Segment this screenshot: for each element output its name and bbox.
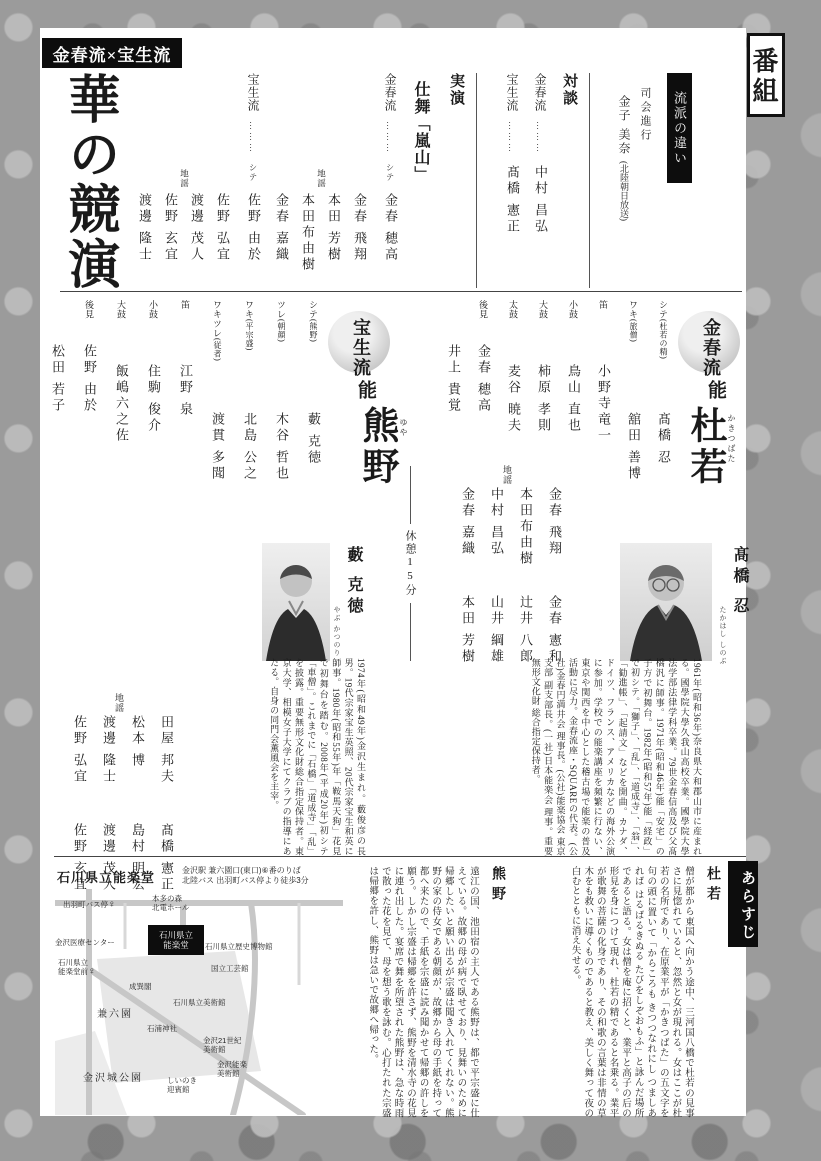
cast-entry (208, 300, 227, 535)
map-label-text: 国立工芸館 (211, 964, 249, 973)
map-label-text: 美術館 (203, 1044, 226, 1054)
map-label-text: 本多の森 (152, 894, 182, 903)
map-label-hondanomori (152, 895, 189, 912)
jiutai-name: 本田布由樹 (518, 487, 533, 567)
role: 大鼓 (538, 300, 548, 319)
cast-name: 藪 克徳 (306, 412, 321, 467)
jiutai-name: 本田布由樹 (300, 193, 315, 273)
taidan-row (531, 73, 550, 288)
program-overview (137, 73, 692, 288)
dotted-leader: ……… (385, 121, 395, 154)
cast-entry (564, 300, 583, 535)
jiutai-name: 渡邊 隆士 (137, 193, 152, 264)
role: 後見 (84, 300, 94, 319)
synopsis-text: 僧が都から東国へ向かう途中、三河国八橋で杜若の見事さに見惚れていると、忽然と女が現れる。女はここが杜若の名所であり、在原業平が「かきつばた」の五文字を句の頭に置いて「からころも きつつなれにし つましあれば はるばるきぬる たびをしぞおもふ」と詠んだ場所であると語る。女は僧を庵に招くと、業平と高子の后の形見を身につけて現れ、杜若の精であると名乗る。業平が歌舞の菩薩の化身であり、その和歌の言葉は非情の草木をも救いに導くものであると教え、美しく舞って夜の白むとともに消え失せる。 (569, 866, 693, 1118)
map-label-text: 金沢城公園 (83, 1073, 143, 1084)
jiutai-name: 島村 明宏 (130, 823, 145, 894)
jitsuen-header: 実演 (448, 73, 464, 107)
cast-entry (176, 300, 195, 535)
cast-name: 髙橋 忍 (656, 412, 671, 467)
takahashi-bio: 1961年(昭和36年)奈良県大和郡山市に産まれる。國學院大學久我山高校卒業。國學院大學法学部法律学科卒業。79世金春信高及び父髙橋汎に師事。1971年(昭和46年)能「安宅」の子方で初舞台。1982年(昭和57年)能「経政」で初シテ。「獅子」、「乱」、「道成寺」、「翁」、「勧進帳」、「起請文」などを開曲。カナダ、ドイツ、フランス、アメリカなどの海外公演に参加。学校での能楽講座を頻繁に行ない、東京や関西を中心とした稽古場で能楽の普及活動に尽力。金春流座・SQUAREの代表。(公社)金春円満井会 理事長。(公社)能楽協会 東京支部 副支部長。(一社)日本能楽会 理事。重要無形文化財 総合指定保持者。 (530, 658, 702, 856)
cast-entry (112, 300, 131, 535)
cast-role (627, 300, 640, 412)
bus-stop-dewamachi (63, 901, 116, 910)
taidan-row (503, 73, 522, 288)
cast-role (597, 300, 610, 364)
access-line: 北陸バス 出羽町バス停より徒歩3分 (182, 876, 309, 885)
main-title: 華の競演 (60, 72, 117, 292)
yuya-school: 宝生流 (351, 318, 371, 378)
marker-line: 能楽堂 (163, 940, 189, 950)
map-label-seisonkaku (129, 983, 152, 992)
cast-role (567, 300, 580, 364)
cast-entry (594, 300, 613, 535)
performer-kana: たかはし しのぶ (719, 606, 727, 665)
school-label: 金春流 (533, 73, 547, 112)
role-note: (平宗盛) (245, 319, 254, 351)
role-label: シテ (248, 163, 258, 182)
school-label: 宝生流 (246, 73, 260, 112)
jiutai-name: 金春 飛翔 (547, 487, 562, 558)
cast-entry (240, 300, 259, 535)
performer-name: 藪 克徳 (345, 546, 362, 618)
map-label-text: 金沢能楽 (217, 1060, 247, 1069)
cast-role (147, 300, 160, 364)
jiutai-label: 地謡 (114, 693, 124, 713)
cast-name: 松田 若子 (50, 344, 65, 415)
jiutai-name: 山井 綱雄 (489, 595, 504, 666)
section-divider (54, 856, 746, 857)
schools-title-banner (42, 38, 182, 68)
cast-role (537, 300, 550, 364)
role: 大鼓 (116, 300, 126, 319)
intermission-text: 休憩15分 (404, 530, 416, 597)
cast-entry (654, 300, 673, 535)
cast-name: 北島 公之 (242, 412, 257, 483)
bus-stop-icon: ♀ (108, 899, 116, 910)
mc-group (616, 73, 653, 288)
school-label: 金春流 (383, 73, 397, 112)
jiutai-name: 佐野 弘宜 (72, 715, 87, 786)
map-label-kenrokuen (97, 1011, 133, 1020)
performer-name: 金春 穂高 (383, 193, 398, 264)
synopsis-tag: あらすじ (728, 861, 758, 947)
synopsis-title: 熊野 (490, 866, 505, 906)
cast-name: 住駒 俊介 (146, 364, 161, 435)
jiutai-name: 渡邊 隆士 (101, 715, 116, 786)
jiutai-label: 地謡 (316, 169, 327, 188)
map-label-text: 成巽閣 (129, 982, 152, 991)
role: ワキツレ (212, 300, 222, 338)
role-note: (朝顔) (277, 319, 286, 343)
cast-role (507, 300, 520, 364)
dotted-leader: ……… (248, 121, 258, 154)
takahashi-caption (718, 546, 751, 691)
role: 小鼓 (148, 300, 158, 319)
intermission (398, 466, 422, 690)
jiutai-name: 本田 芳樹 (460, 595, 475, 666)
mc-name-text: 金子 美奈 (617, 95, 631, 156)
yuya-title: 熊野 (356, 406, 397, 488)
cast-entry (144, 300, 163, 535)
jiutai-mini-konparu (272, 73, 369, 288)
dotted-leader: ……… (507, 121, 517, 154)
jiutai-name: 佐野 玄宜 (163, 193, 178, 264)
role: 小鼓 (568, 300, 578, 319)
jiutai-name: 松本 博 (130, 715, 145, 770)
map-label-shiinoki (167, 1077, 197, 1094)
section-divider (60, 291, 742, 292)
jiutai-name: 金春 飛翔 (352, 193, 367, 264)
role: 笛 (598, 300, 608, 310)
jiutai-name: 金春 憲和 (547, 595, 562, 666)
cast-name: 佐野 由於 (82, 344, 97, 415)
yuya-cast (50, 300, 323, 535)
bus-stop-icon: ♀ (88, 965, 96, 977)
role-note: (熊野) (309, 319, 318, 343)
jiutai-mini-hosho (135, 73, 232, 288)
bus-stop-nohgakudo-mae (58, 959, 96, 976)
kakitsubata-school: 金春流 (701, 318, 721, 378)
section-jitsuen (135, 73, 477, 288)
divider-line (410, 603, 411, 661)
cast-entry (80, 300, 99, 535)
piece-title: 仕舞「嵐山」 (412, 81, 429, 183)
kakitsubata-genre: 能 (705, 380, 726, 399)
cast-role (657, 300, 670, 412)
venue-name: 石川県立能楽堂 (57, 870, 156, 885)
cast-entry (624, 300, 643, 535)
jiutai-name: 渡邊 茂人 (189, 193, 204, 264)
cast-name: 柿原 孝則 (536, 364, 551, 435)
venue-map (55, 863, 343, 1115)
access-line: 金沢駅 兼六園口(東口)⑥番のりば (182, 866, 301, 875)
cast-name: 麦谷 暁夫 (506, 364, 521, 435)
cast-entry (304, 300, 323, 535)
takahashi-shinobu-photo (620, 543, 712, 661)
taidan-header: 対談 (561, 73, 577, 107)
performer-kana: やぶ かつのり (333, 606, 341, 657)
cast-role (307, 300, 320, 412)
map-label-text: 迎賓館 (167, 1084, 190, 1094)
role-note: (従者) (213, 338, 222, 362)
performer-name: 髙橋 忍 (731, 546, 748, 618)
jiutai-label: 地謡 (179, 169, 190, 188)
role: シテ (308, 300, 318, 319)
role: ツレ (276, 300, 286, 319)
role: ワキ (244, 300, 254, 319)
jiutai-name: 佐野 弘宜 (215, 193, 230, 264)
section-tag-style-difference: 流派の違い (667, 73, 692, 183)
kakitsubata-title: 杜若 (684, 406, 725, 488)
performance-konparu (381, 73, 400, 288)
cast-role (477, 300, 490, 344)
jiutai-name: 中村 昌弘 (489, 487, 504, 558)
cast-name: 井上 貴覚 (446, 344, 461, 415)
map-label-text: しいのき (167, 1076, 197, 1085)
jiutai-name: 田屋 邦夫 (159, 715, 174, 786)
cast-name: 飯嶋六之佐 (114, 364, 129, 444)
synopsis-kakitsubata (560, 866, 722, 1118)
cast-role (83, 300, 96, 344)
map-label-text: 北電ホール (152, 902, 190, 912)
cast-name: 渡貫 多聞 (210, 412, 225, 483)
cast-name: 木谷 哲也 (274, 412, 289, 483)
jiutai-name: 本田 芳樹 (326, 193, 341, 264)
map-label-text: 石川県立歴史博物館 (205, 942, 273, 951)
cast-name: 江野 泉 (178, 364, 193, 419)
map-label-text: 金沢21世紀 (203, 1036, 242, 1045)
cast-role (179, 300, 192, 364)
role-note: (旅僧) (629, 319, 638, 343)
performance-hosho (244, 73, 263, 288)
school-label: 宝生流 (505, 73, 519, 112)
map-label-text: 石川県立 (58, 958, 88, 967)
venue-access (182, 866, 309, 886)
map-label-text: 出羽町バス停 (63, 900, 108, 909)
yabu-bio: 1974年(昭和49年)金沢生まれ。藪俊彦の長男。19代宗家宝生英照、20代宗家宝生和英に師事。1980年(昭和55年)年「鞍馬天狗」花見で初舞台を踏む。2008年(平成20年)初シテ「車僧」。これまでに「石橋」「道成寺」「乱」を披露。重要無形文化財総合指定保持者。東京大学、相模女子大学にてクラブの指導にあたる。自身の同門会薫風会を主宰。 (269, 658, 366, 856)
map-label-art-museum (173, 999, 226, 1008)
divider-line (410, 466, 411, 524)
program-label-box: 番組 (747, 33, 785, 117)
performer-name: 髙橋 憲正 (505, 165, 520, 236)
cast-role (211, 300, 224, 412)
map-label-text: 石浦神社 (147, 1024, 177, 1033)
role: 笛 (180, 300, 190, 310)
jiutai-name: 髙橋 憲正 (159, 823, 174, 894)
jiutai-name: 金春 嘉織 (460, 487, 475, 558)
map-label-ishiura-shrine (147, 1025, 177, 1034)
yabu-katsunori-photo (262, 543, 330, 661)
cast-name: 小野寺竜一 (596, 364, 611, 444)
map-label-text: 金沢医療センター (55, 938, 115, 947)
cast-role (275, 300, 288, 412)
jiutai-name: 渡邊 茂人 (101, 823, 116, 894)
section-taidan (503, 73, 590, 288)
map-label-crafts-museum (211, 965, 249, 974)
jiutai-name: 辻井 八郎 (518, 595, 533, 666)
cast-role (243, 300, 256, 412)
cast-entry (272, 300, 291, 535)
synopsis-title: 杜若 (705, 866, 720, 906)
dotted-leader: ……… (535, 121, 545, 154)
yuya-genre: 能 (355, 380, 376, 399)
jiutai-name: 金春 嘉織 (274, 193, 289, 264)
cast-role (115, 300, 128, 364)
role: 後見 (478, 300, 488, 319)
program-sheet (40, 28, 755, 1118)
map-label-history-museum (205, 943, 273, 952)
role-label: シテ (385, 163, 395, 182)
synopsis-yuya (345, 866, 507, 1118)
jiutai-name: 佐野 玄宜 (72, 823, 87, 894)
role: 太鼓 (508, 300, 518, 319)
marker-line: 石川県立 (158, 930, 193, 940)
kakitsubata-furigana: かきつばた (727, 414, 736, 464)
performer-name: 中村 昌弘 (533, 165, 548, 236)
synopsis-text: 遠江の国、池田宿の主人である熊野は、都で平宗盛に仕えている。故郷の母が病で臥せており、見舞いのために帰郷したいと願い出るが宗盛は聞き入れてくれない。熊野の家の侍女である朝顔が、故郷から母の手紙を持って都へ来たので、手紙を宗盛に読み聞かせて帰郷の許しを願う。しかし宗盛は帰郷を許さず、熊野を清水寺の花見に連れ出した。宴席で舞を所望された熊野は、急な時雨で散った花を見て、母を想う歌を詠む。心打たれた宗盛は帰郷を許し、熊野は急いで故郷へ帰った。 (367, 866, 478, 1118)
map-label-medical-center (55, 939, 115, 948)
map-label-text: 石川県立美術館 (173, 998, 226, 1007)
venue-marker-nohgakudo (148, 925, 204, 955)
cast-name: 舘田 善博 (626, 412, 641, 483)
cast-name: 鳥山 直也 (566, 364, 581, 435)
yuya-furigana: ゆや (399, 418, 408, 438)
schools-title-text: 金春流×宝生流 (52, 45, 172, 65)
performer-name: 佐野 由於 (246, 193, 261, 264)
map-label-text: 美術館 (217, 1068, 240, 1078)
mc-name (616, 73, 633, 288)
map-label-text: 能楽堂前 (58, 966, 88, 976)
role-note: (杜若の精) (659, 319, 668, 360)
cast-name: 金春 穂高 (476, 344, 491, 415)
mc-affiliation: (北陸朝日放送) (619, 161, 629, 221)
jiutai-label: 地謡 (502, 465, 512, 485)
map-label-21c-museum (203, 1037, 241, 1054)
role: ワキ (628, 300, 638, 319)
map-label-noh-museum (217, 1061, 247, 1078)
role: シテ (658, 300, 668, 319)
map-label-text: 兼六園 (97, 1009, 133, 1020)
cast-entry (48, 300, 67, 535)
mc-label: 司会進行 (639, 87, 651, 143)
map-label-castle-park (83, 1075, 143, 1084)
